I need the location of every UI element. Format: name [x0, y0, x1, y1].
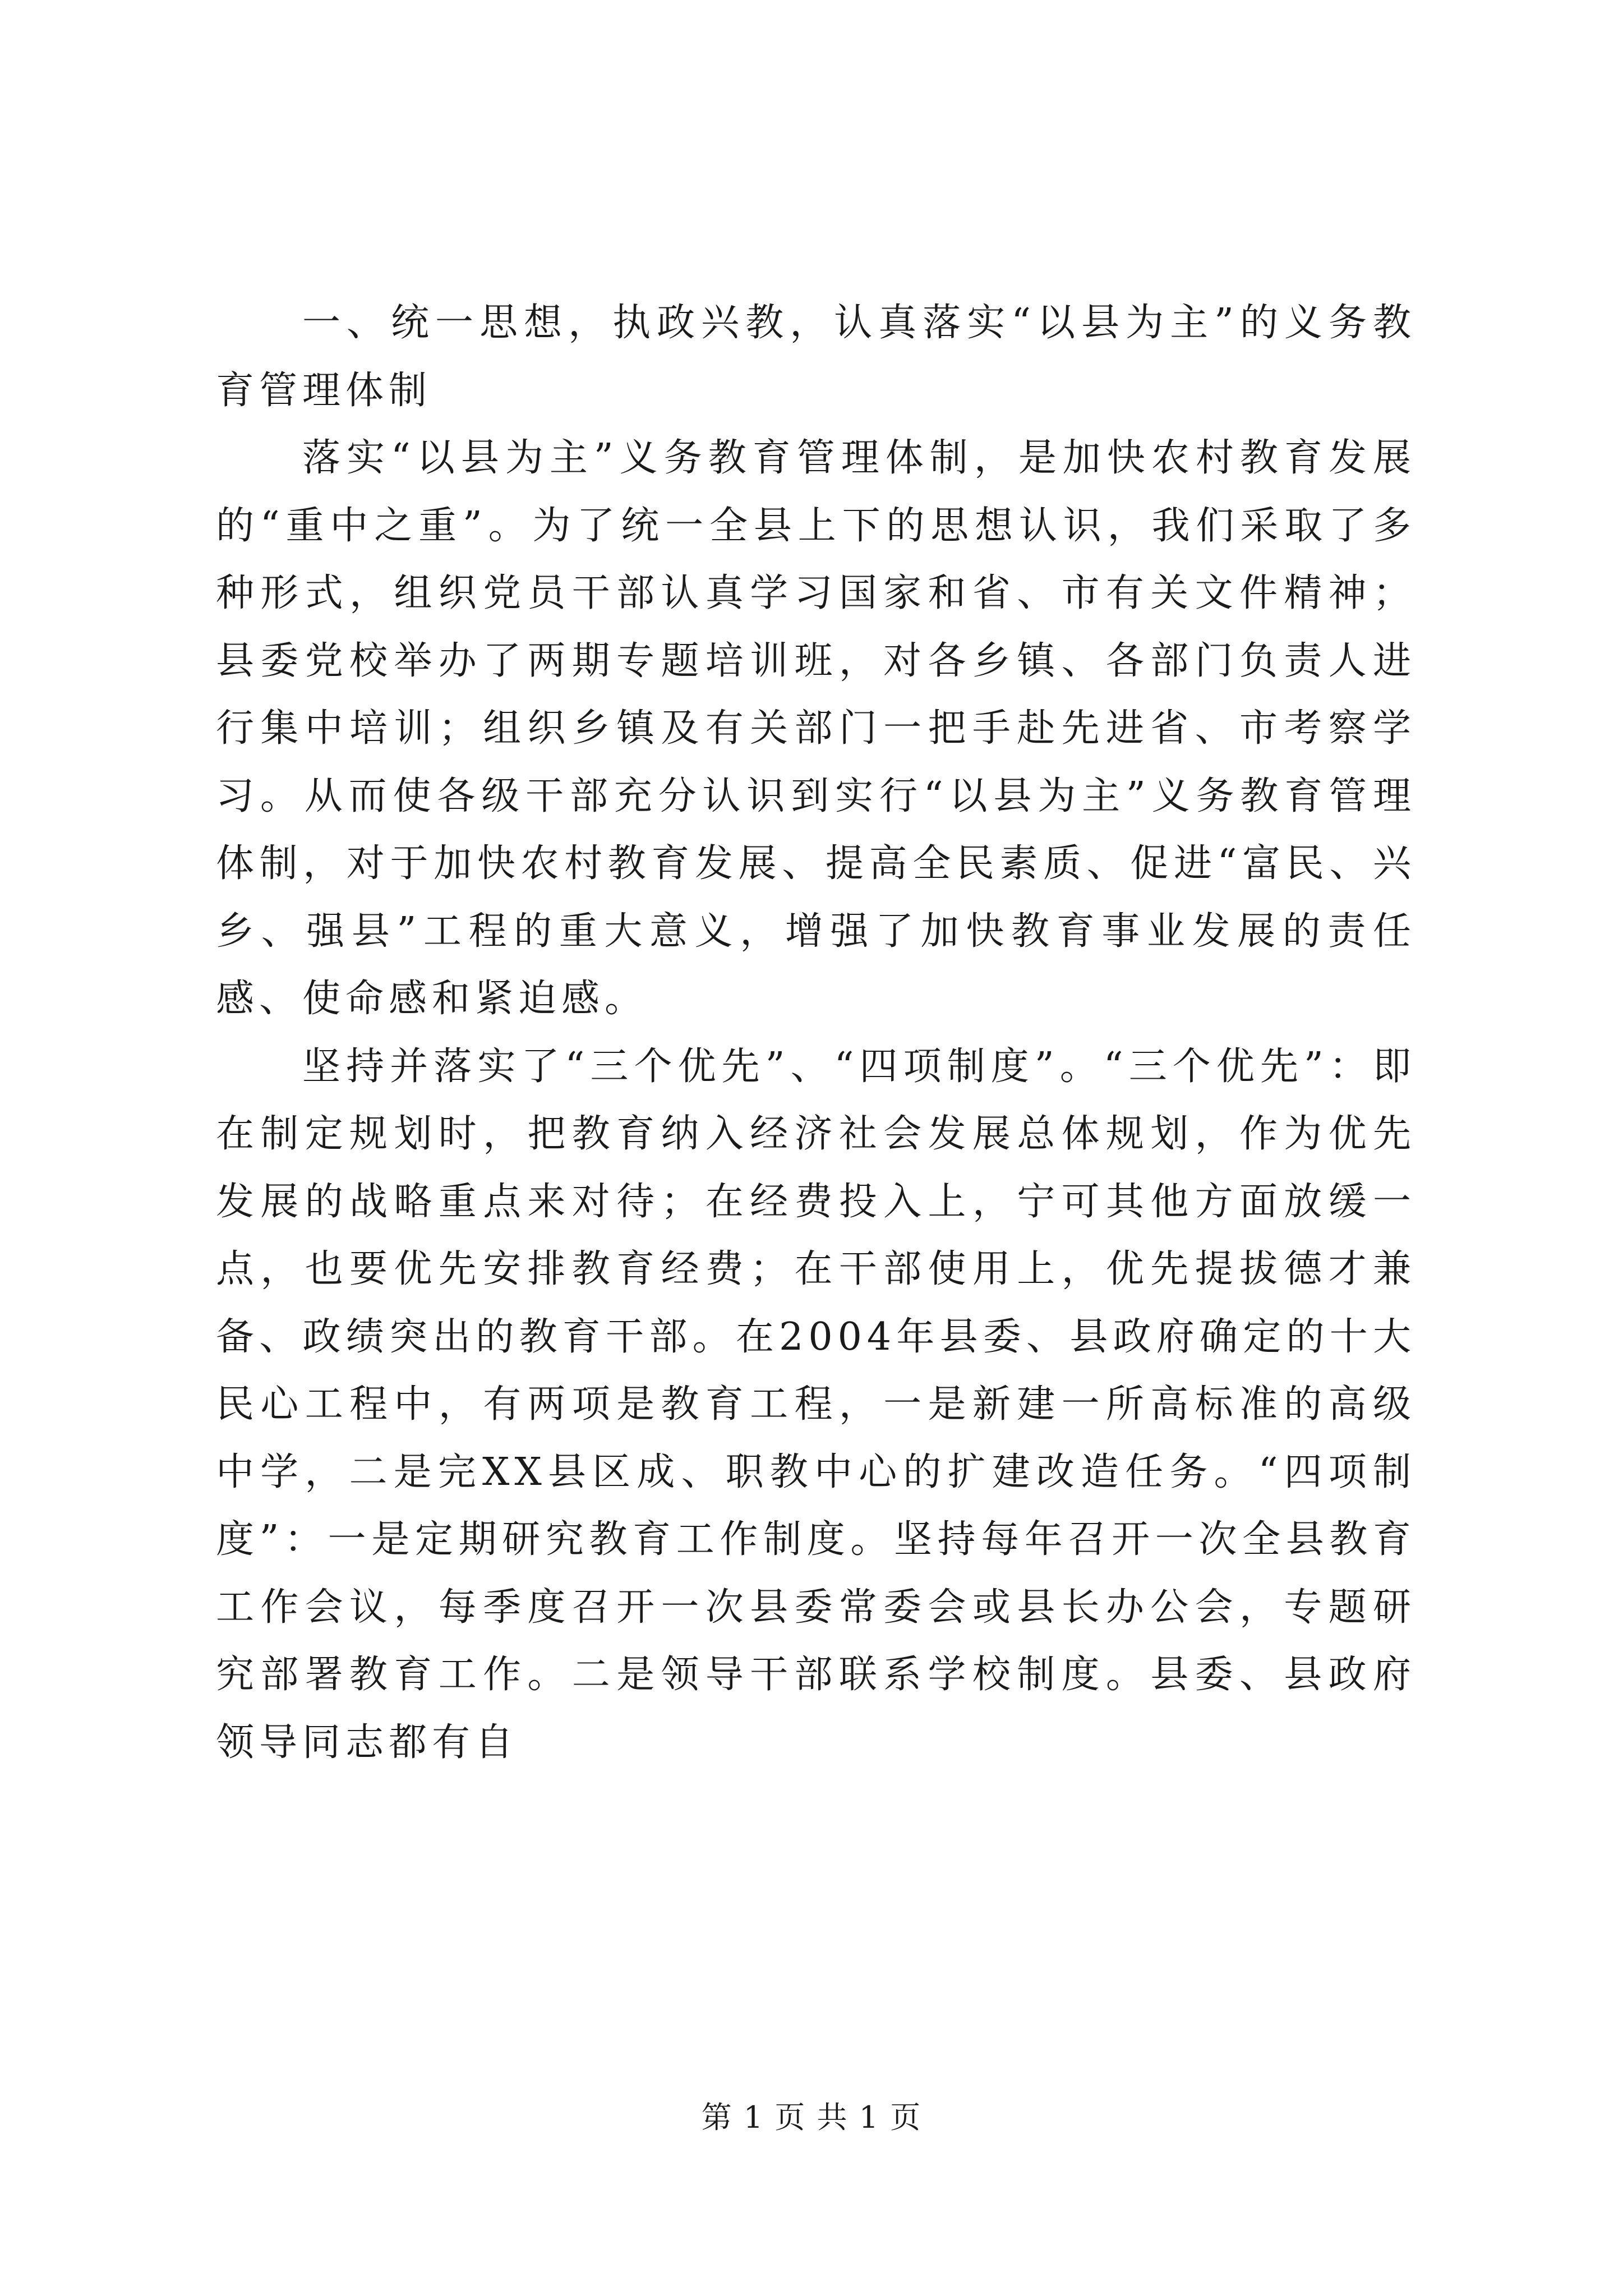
- body-paragraph: 坚持并落实了“三个优先”、“四项制度”。“三个优先”：即在制定规划时，把教育纳入经济社会发展总体规划，作为优先发展的战略重点来对待；在经费投入上，宁可其他方面放缓一点，也要优先安排教育经费；在干部使用上，优先提拔德才兼备、政绩突出的教育干部。在2004年县委、县政府确定的十大民心工程中，有两项是教育工程，一是新建一所高标准的高级中学，二是完XX县区成、职教中心的扩建改造任务。“四项制度”：一是定期研究教育工作制度。坚持每年召开一次全县教育工作会议，每季度召开一次县委常委会或县长办公会，专题研究部署教育工作。二是领导干部联系学校制度。县委、县政府领导同志都有自: [216, 1044, 1416, 1765]
- page-footer: 第 1 页 共 1 页: [701, 2100, 922, 2135]
- body-paragraph: 落实“以县为主”义务教育管理体制，是加快农村教育发展的“重中之重”。为了统一全县上下的思想认识，我们采取了多种形式，组织党员干部认真学习国家和省、市有关文件精神；县委党校举办了两期专题培训班，对各乡镇、各部门负责人进行集中培训；组织乡镇及有关部门一把手赴先进省、市考察学习。从而使各级干部充分认识到实行“以县为主”义务教育管理体制，对于加快农村教育发展、提高全民素质、促进“富民、兴乡、强县”工程的重大意义，增强了加快教育事业发展的责任感、使命感和紧迫感。: [216, 436, 1416, 1021]
- document-body: [216, 289, 1416, 1777]
- section-heading: 一、统一思想，执政兴教，认真落实“以县为主”的义务教育管理体制: [216, 301, 1416, 413]
